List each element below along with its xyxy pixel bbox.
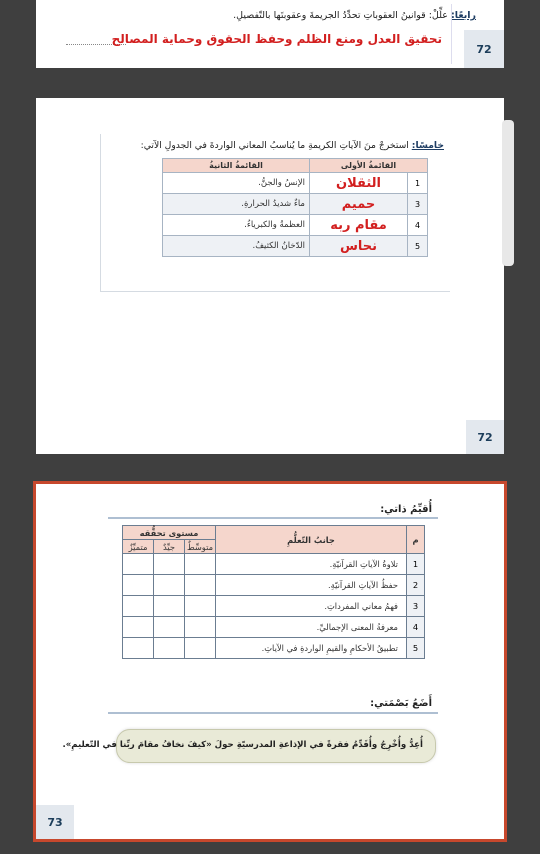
footprint-scroll <box>62 729 436 763</box>
row-number: 1 <box>407 554 425 575</box>
row-aspect: حفظُ الآياتِ القرآنيّةِ. <box>216 575 407 596</box>
row-number: 3 <box>408 194 428 215</box>
header-aspect: جانبُ التّعلُّمِ <box>216 526 407 554</box>
row-number: 1 <box>408 173 428 194</box>
self-evaluation-table <box>122 525 425 659</box>
level-cell[interactable] <box>154 575 185 596</box>
level-cell[interactable] <box>154 596 185 617</box>
question-text: استخرجْ منَ الآياتِ الكريمةِ ما يُناسبُ المعاني الواردةَ في الجدولِ الآتي: <box>140 140 409 151</box>
divider <box>451 4 452 64</box>
row-answer: مقام ربه <box>310 215 408 236</box>
level-cell[interactable] <box>185 554 216 575</box>
page-number: 72 <box>464 30 504 68</box>
page-72-top <box>36 0 504 68</box>
section-rule <box>108 517 438 519</box>
table-row <box>163 194 428 215</box>
handwritten-answer: تحقيق العدل ومنع الظلم وحفظ الحقوق وحماية المصالح <box>111 32 442 46</box>
header-level-average: متوسِّطٌ <box>185 540 216 554</box>
row-meaning: العظمةُ والكبرياءُ. <box>163 215 310 236</box>
table-row <box>163 173 428 194</box>
level-cell[interactable] <box>154 638 185 659</box>
row-number: 5 <box>407 638 425 659</box>
level-cell[interactable] <box>154 617 185 638</box>
row-number: 3 <box>407 596 425 617</box>
header-level: مستوى تحقُّقه <box>123 526 216 540</box>
level-cell[interactable] <box>185 617 216 638</box>
header-level-good: جيِّدٌ <box>154 540 185 554</box>
header-list-one: القائمةُ الأولى <box>310 159 428 173</box>
header-list-two: القائمةُ الثانيةُ <box>163 159 310 173</box>
level-cell[interactable] <box>154 554 185 575</box>
level-cell[interactable] <box>123 617 154 638</box>
row-aspect: تلاوةُ الآياتِ القرآنيّةِ. <box>216 554 407 575</box>
row-number: 4 <box>407 617 425 638</box>
matching-table <box>162 158 428 257</box>
row-meaning: الإنسُ والجنُّ. <box>163 173 310 194</box>
table-row <box>123 554 425 575</box>
row-number: 5 <box>408 236 428 257</box>
level-cell[interactable] <box>185 575 216 596</box>
level-cell[interactable] <box>123 554 154 575</box>
question-label: رابعًا: <box>450 10 476 21</box>
table-row <box>163 236 428 257</box>
table-row <box>123 638 425 659</box>
row-answer: نحاس <box>310 236 408 257</box>
row-meaning: ماءٌ شديدُ الحرارةِ. <box>163 194 310 215</box>
level-cell[interactable] <box>123 596 154 617</box>
table-row <box>123 575 425 596</box>
self-evaluation-title: أُقيِّمُ ذاتي: <box>380 504 432 515</box>
page-72 <box>36 98 504 454</box>
level-cell[interactable] <box>123 575 154 596</box>
footprint-text: أُعِدُّ وأُخْرِجُ وأُقَدِّمُ فقرةً في الإذاعةِ المدرسيّةِ حولَ «كيفَ نخافُ مقامَ ربِّنا في التّعليمِ». <box>62 740 423 750</box>
header-num: م <box>407 526 425 554</box>
question-five <box>141 140 444 151</box>
level-cell[interactable] <box>185 638 216 659</box>
row-number: 4 <box>408 215 428 236</box>
level-cell[interactable] <box>123 638 154 659</box>
page-number: 73 <box>36 805 74 839</box>
row-answer: حميم <box>310 194 408 215</box>
row-aspect: تطبيقُ الأحكامِ والقيمِ الواردةِ في الآياتِ. <box>216 638 407 659</box>
question-four <box>233 10 476 21</box>
table-row <box>123 617 425 638</box>
section-rule <box>108 712 438 714</box>
level-cell[interactable] <box>185 596 216 617</box>
row-aspect: فهمُ معاني المفرداتِ. <box>216 596 407 617</box>
page-73 <box>33 481 507 842</box>
row-number: 2 <box>407 575 425 596</box>
table-row <box>123 596 425 617</box>
page-tab <box>502 120 514 266</box>
table-row <box>163 215 428 236</box>
row-aspect: معرفةُ المعنى الإجماليِّ. <box>216 617 407 638</box>
row-meaning: الدّخانُ الكثيفُ. <box>163 236 310 257</box>
row-answer: الثقلان <box>310 173 408 194</box>
question-label: خامسًا: <box>411 140 444 151</box>
footprint-title: أَضَعُ بَصْمَتي: <box>370 698 432 709</box>
page-number: 72 <box>466 420 504 454</box>
header-level-excellent: متميِّزٌ <box>123 540 154 554</box>
question-text: علِّلْ: قوانينُ العقوباتِ تحدِّدُ الجريمةَ وعقوبتَها بالتّفصيلِ. <box>233 10 448 21</box>
